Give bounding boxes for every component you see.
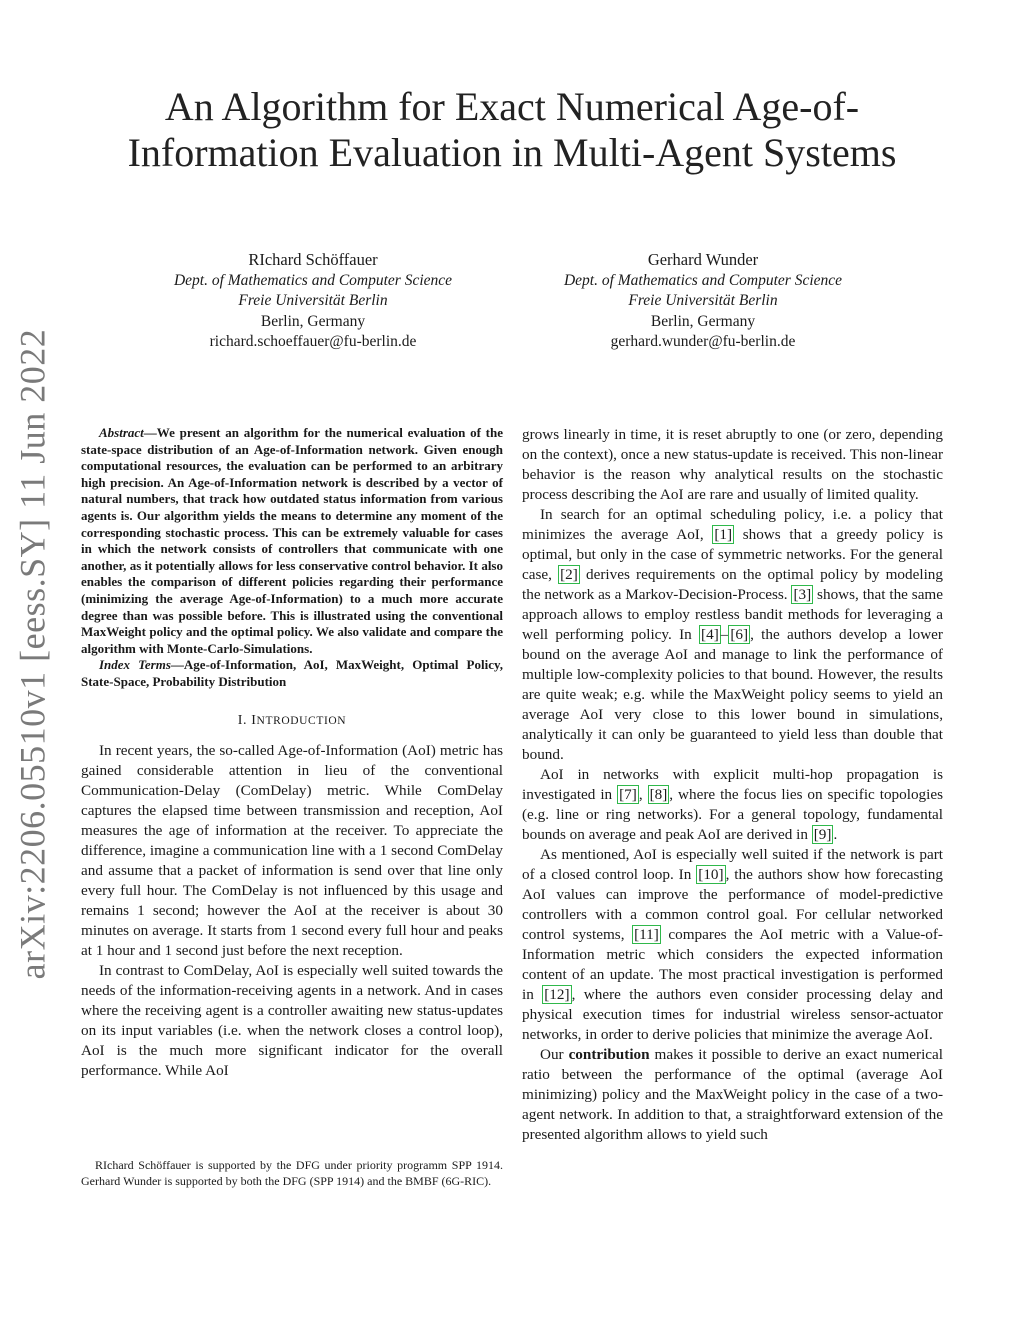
index-terms-label: Index Terms [99,657,171,673]
section-heading [81,713,503,729]
paragraph: In search for an optimal scheduling policy, i.e. a policy that minimizes the average AoI, [1] shows that a greedy policy is optimal, but only in the case of symmetric networks. For the general case, [2] derives requirements on the optimal policy by modeling the network as a Markov-Decision-Process. [3] shows, that the same approach allows to employ restless bandit methods for leveraging a well performing policy. In [4] – [6] , the authors develop a lower bound on the average AoI and manage to link the performance of multiple low-complexity policies to that bound. However, the results are quite weak; e.g. while the MaxWeight policy seems to yield an average AoI very close to this lower bound in simulations, analytically it can only be guaranteed to yield less than double that bound. [522,506,943,763]
citation-link[interactable]: [3] [793,586,812,603]
author-dept: Dept. of Mathematics and Computer Science [173,271,453,289]
author-email[interactable]: richard.schoeffauer@fu-berlin.de [209,333,417,350]
index-terms [81,657,503,690]
arxiv-stamp [0,328,64,980]
abstract-text: —We present an algorithm for the numerical evaluation of the state-space distribution of an Age-of-Information network. Given enough computational resources, the evaluation can be performed to an arbitrary high precision. An Age-of-Information network is described by a vector of natural numbers, that track how outdated status information from various agents is. Our algorithm yields the means to determine any moment of the corresponding stochastic process. This can be extremely valuable for cases in which the network consists of controllers that communicate with one another, as it potentially allows for less conservative control behavior. It also enables the comparison of different policies regarding their performance (minimizing the average Age-of-Information) to a much more accurate degree than was possible before. This is illustrated using the conventional MaxWeight policy and the optimal policy. We also validate and compare the algorithm with Monte-Carlo-Simulations. [81,425,503,656]
left-column [81,425,503,1081]
paragraph: AoI in networks with explicit multi-hop propagation is investigated in [7] , [8] , where the focus lies on specific topologies (e.g. line or ring networks). For a general topology, fundamental bounds on average and peak AoI are derived in [9] . [522,766,944,843]
author-city: Berlin, Germany [260,312,366,330]
citation-link[interactable]: [4] [701,626,719,643]
abstract [81,425,503,657]
abstract-label: Abstract [99,425,144,440]
index-terms-text: —Age-of-Information, AoI, MaxWeight, Optimal Policy, State-Space, Probability Distribution [81,657,503,689]
paper-title: An Algorithm for Exact Numerical Age-of-Information Evaluation in Multi-Agent Systems [127,84,897,175]
citation-link[interactable]: [1] [714,526,733,543]
section-number: I. [237,712,248,728]
author-name: RIchard Schöffauer [248,250,378,269]
author-name: Gerhard Wunder [647,250,759,269]
citation-link[interactable]: [10] [698,866,724,883]
author-block-2 [493,250,913,353]
author-university: Freie Universität Berlin [238,292,388,309]
citation-link[interactable]: [11] [634,926,659,943]
author-dept: Dept. of Mathematics and Computer Science [563,271,843,289]
citation-link[interactable]: [9] [813,826,832,843]
section-title-rest: NTRODUCTION [256,714,347,727]
author-university: Freie Universität Berlin [628,292,778,309]
citation-link[interactable]: [8] [649,786,668,803]
footnote: RIchard Schöffauer is supported by the DFG under priority programm SPP 1914. Gerhard Wunder is supported by both the DFG (SPP 1914) and the BMBF (6G-RIC). [81,1158,503,1188]
author-email[interactable]: gerhard.wunder@fu-berlin.de [610,333,796,350]
paragraph: In recent years, the so-called Age-of-Information (AoI) metric has gained considerable attention in lieu of the conventional Communication-Delay (ComDelay) metric. While ComDelay captures the elapsed time between transmission and reception, AoI measures the age of information at the receiver. To appreciate the difference, imagine a communication line with a 1 second ComDelay and assume that a packet of information is send over that line only every full hour. The ComDelay is not influenced by this usage and remains 1 second; however the AoI at the receiver is about 30 minutes on average. It starts from 1 second every full hour and peaks at 1 hour and 1 second just before the next reception. [81,741,503,959]
paragraph: Our contribution makes it possible to derive an exact numerical ratio between the performance of the optimal (average AoI minimizing) policy and the MaxWeight policy in the case of a two-agent network. In addition to that, a straightforward extension of the presented algorithm allows to yield such [522,1046,943,1143]
contribution-keyword: contribution [568,1046,650,1063]
citation-link[interactable]: [7] [619,786,637,803]
right-column [522,425,943,1145]
author-block-1 [103,250,523,353]
paragraph: grows linearly in time, it is reset abruptly to one (or zero, depending on the context), once a new status-update is received. This non-linear behavior is the reason why analytical results on the stochastic process describing the AoI are rare and usually of limited quality. [522,426,943,503]
citation-link[interactable]: [12] [544,986,570,1003]
paragraph: As mentioned, AoI is especially well suited if the network is part of a closed control loop. In [10] , the authors show how forecasting AoI values can improve the performance of model-predictive controllers with a common control goal. For cellular networked control systems, [11] compares the AoI metric with a Value-of-Information metric which considers the expected information content of an update. The most practical investigation is performed in [12] , where the authors even consider processing delay and physical execution times for industrial wireless sensor-actuator networks, in order to derive policies that minimize the average AoI. [522,846,943,1043]
author-city: Berlin, Germany [650,312,756,330]
section-title-initial: I [251,712,257,728]
arxiv-id: arXiv:2206.05510v1 [eess.SY] 11 Jun 2022 [12,328,52,980]
citation-link[interactable]: [6] [730,626,749,643]
intro-body-left [81,741,503,1081]
citation-link[interactable]: [2] [560,566,578,583]
paragraph: In contrast to ComDelay, AoI is especially well suited towards the needs of the information-receiving agents in a network. And in cases where the receiving agent is a controller awaiting new status-updates on its input variables (i.e. when the network closes a control loop), AoI is the much more significant indicator for the overall performance. While AoI [81,961,503,1079]
